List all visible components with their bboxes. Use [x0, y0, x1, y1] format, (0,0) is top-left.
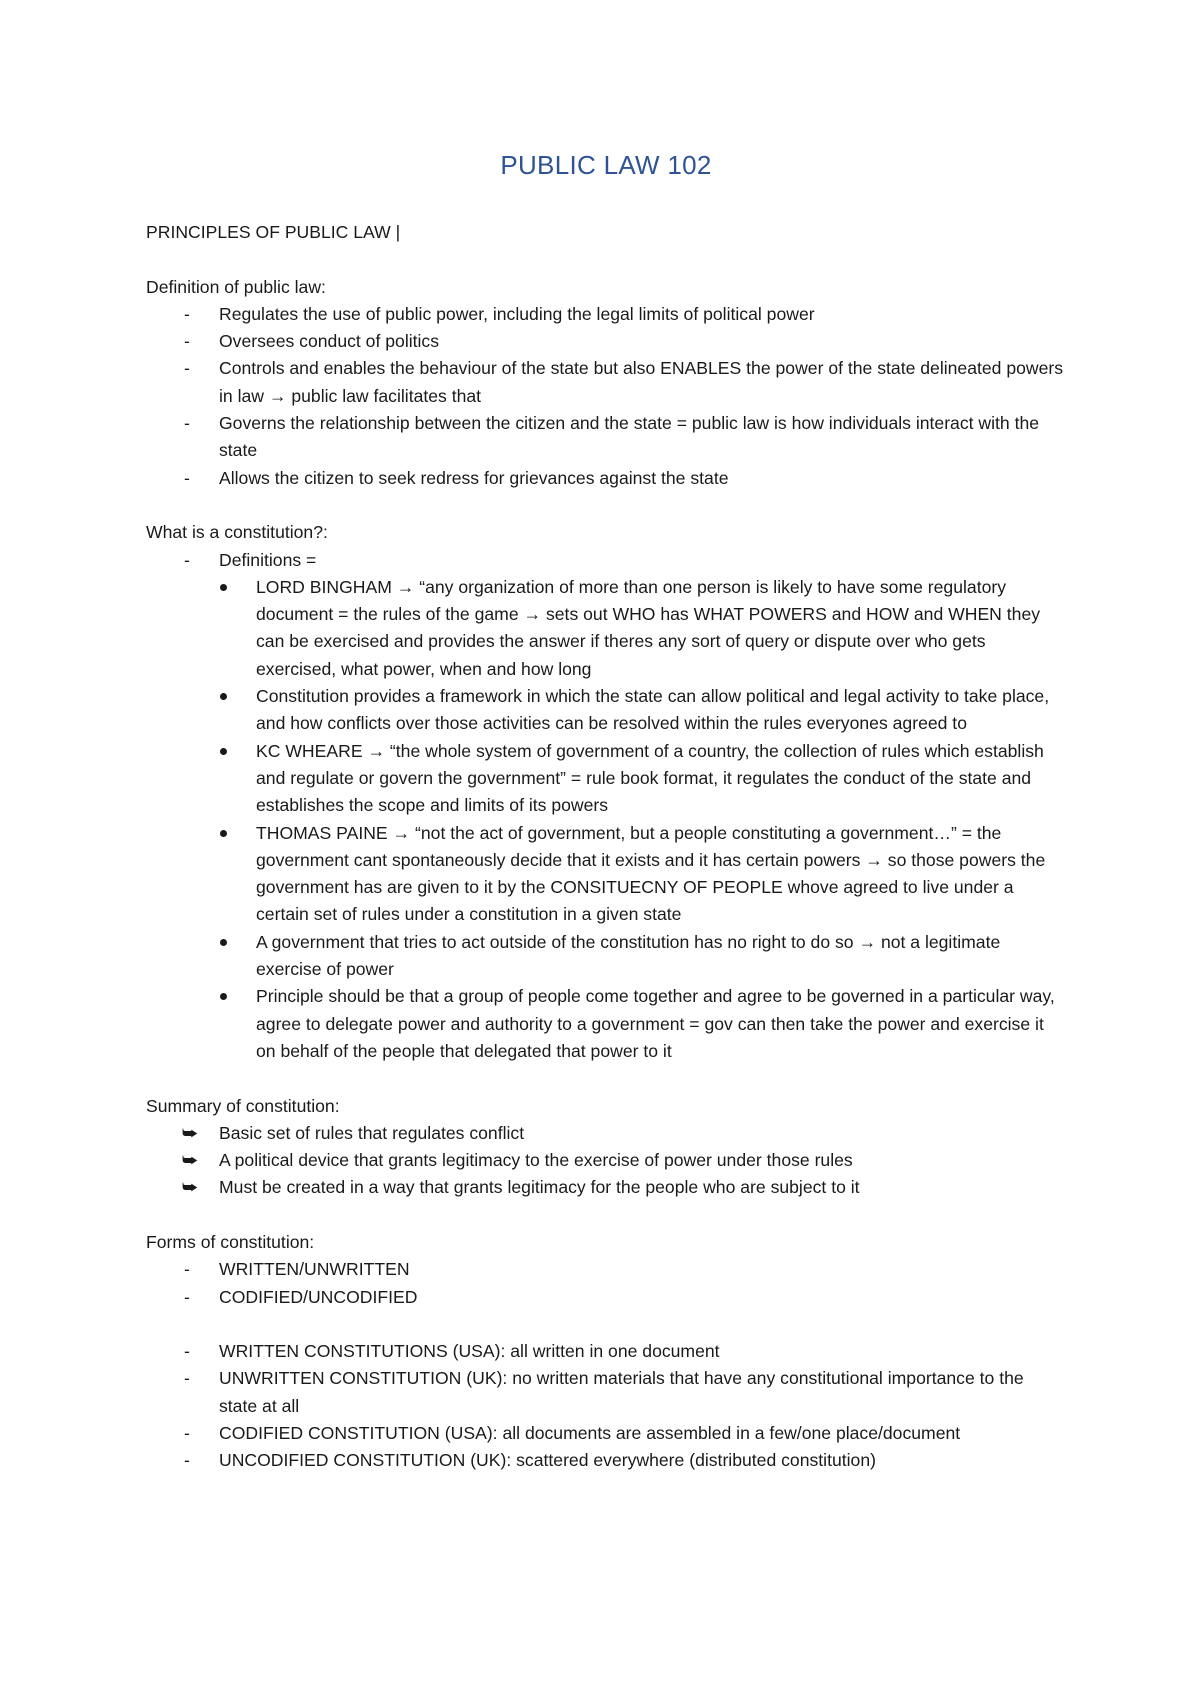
list-item: - UNWRITTEN CONSTITUTION (UK): no written materials that have any constitutional importance to the state at all	[146, 1365, 1066, 1420]
list-item: Principle should be that a group of people come together and agree to be governed in a particular way, agree to delegate power and authority to a government = gov can then take the power and exercise it on behalf of the people that delegated that power to it	[146, 983, 1066, 1065]
list-item: ⮩ Must be created in a way that grants legitimacy for the people who are subject to it	[146, 1174, 1066, 1201]
dash-marker	[184, 355, 204, 382]
dash-marker	[184, 1284, 204, 1311]
section-heading: PRINCIPLES OF PUBLIC LAW |	[146, 222, 401, 242]
arrow-bullet-icon: ⮩	[182, 1178, 198, 1198]
dash-marker	[184, 1365, 204, 1392]
list-item: KC WHEARE → “the whole system of government of a country, the collection of rules which establish and regulate or govern the government” = rule book format, it regulates the conduct of the state and establishes the scope and limits of its powers	[146, 738, 1066, 820]
bullet-icon	[220, 584, 227, 591]
list-item: - Controls and enables the behaviour of the state but also ENABLES the power of the state delineated powers in law → public law facilitates that	[146, 355, 1066, 410]
bullet-icon	[220, 939, 227, 946]
dash-marker	[184, 1447, 204, 1474]
definition-heading: Definition of public law:	[146, 276, 326, 297]
document-title: PUBLIC LAW 102	[500, 150, 712, 180]
dash-marker	[184, 547, 204, 574]
constitution-list	[146, 547, 1066, 574]
summary-heading: Summary of constitution:	[146, 1095, 340, 1116]
dash-marker	[184, 301, 204, 328]
list-item: ⮩ A political device that grants legitimacy to the exercise of power under those rules	[146, 1147, 1066, 1174]
document-body	[146, 148, 1066, 1475]
arrow-bullet-icon: ⮩	[182, 1123, 198, 1143]
list-item: LORD BINGHAM → “any organization of more than one person is likely to have some regulatory document = the rules of the game → sets out WHO has WHAT POWERS and HOW and WHEN they can be exercised and provides the answer if theres any sort of query or dispute over who gets exercised, what power, when and how long	[146, 574, 1066, 683]
dash-marker	[184, 328, 204, 355]
list-item: A government that tries to act outside of the constitution has no right to do so → not a legitimate exercise of power	[146, 929, 1066, 984]
forms-heading: Forms of constitution:	[146, 1231, 315, 1252]
bullet-icon	[220, 693, 227, 700]
bullet-icon	[220, 993, 227, 1000]
list-item: - WRITTEN/UNWRITTEN	[146, 1256, 1066, 1283]
constitution-heading: What is a constitution?:	[146, 522, 328, 543]
list-item: - UNCODIFIED CONSTITUTION (UK): scattered everywhere (distributed constitution)	[146, 1447, 1066, 1474]
list-item: Constitution provides a framework in which the state can allow political and legal activity to take place, and how conflicts over those activities can be resolved within the rules everyones agreed to	[146, 683, 1066, 738]
list-item: - Regulates the use of public power, including the legal limits of political power	[146, 301, 1066, 328]
dash-marker	[184, 1420, 204, 1447]
list-item: THOMAS PAINE → “not the act of government, but a people constituting a government…” = the government cant spontaneously decide that it exists and it has certain powers → so those powers the government has are given to it by the CONSITUECNY OF PEOPLE whove agreed to live under a certain set of rules under a constitution in a given state	[146, 820, 1066, 929]
bullet-icon	[220, 830, 227, 837]
definition-list	[146, 301, 1066, 492]
list-item: - Allows the citizen to seek redress for grievances against the state	[146, 465, 1066, 492]
dash-marker	[184, 1256, 204, 1283]
summary-list	[146, 1120, 1066, 1202]
dash-marker	[184, 465, 204, 492]
list-item: ⮩ Basic set of rules that regulates conflict	[146, 1120, 1066, 1147]
list-item: - CODIFIED/UNCODIFIED	[146, 1284, 1066, 1311]
definitions-bullet-list	[146, 574, 1066, 1065]
list-item: - Governs the relationship between the citizen and the state = public law is how individuals interact with the state	[146, 410, 1066, 465]
dash-marker	[184, 1338, 204, 1365]
arrow-bullet-icon: ⮩	[182, 1151, 198, 1171]
forms-detail-list	[146, 1338, 1066, 1474]
dash-marker	[184, 410, 204, 437]
list-item: - CODIFIED CONSTITUTION (USA): all documents are assembled in a few/one place/document	[146, 1420, 1066, 1447]
list-item: - Definitions =	[146, 547, 1066, 574]
list-item: - Oversees conduct of politics	[146, 328, 1066, 355]
bullet-icon	[220, 748, 227, 755]
list-item: - WRITTEN CONSTITUTIONS (USA): all written in one document	[146, 1338, 1066, 1365]
forms-list	[146, 1256, 1066, 1311]
